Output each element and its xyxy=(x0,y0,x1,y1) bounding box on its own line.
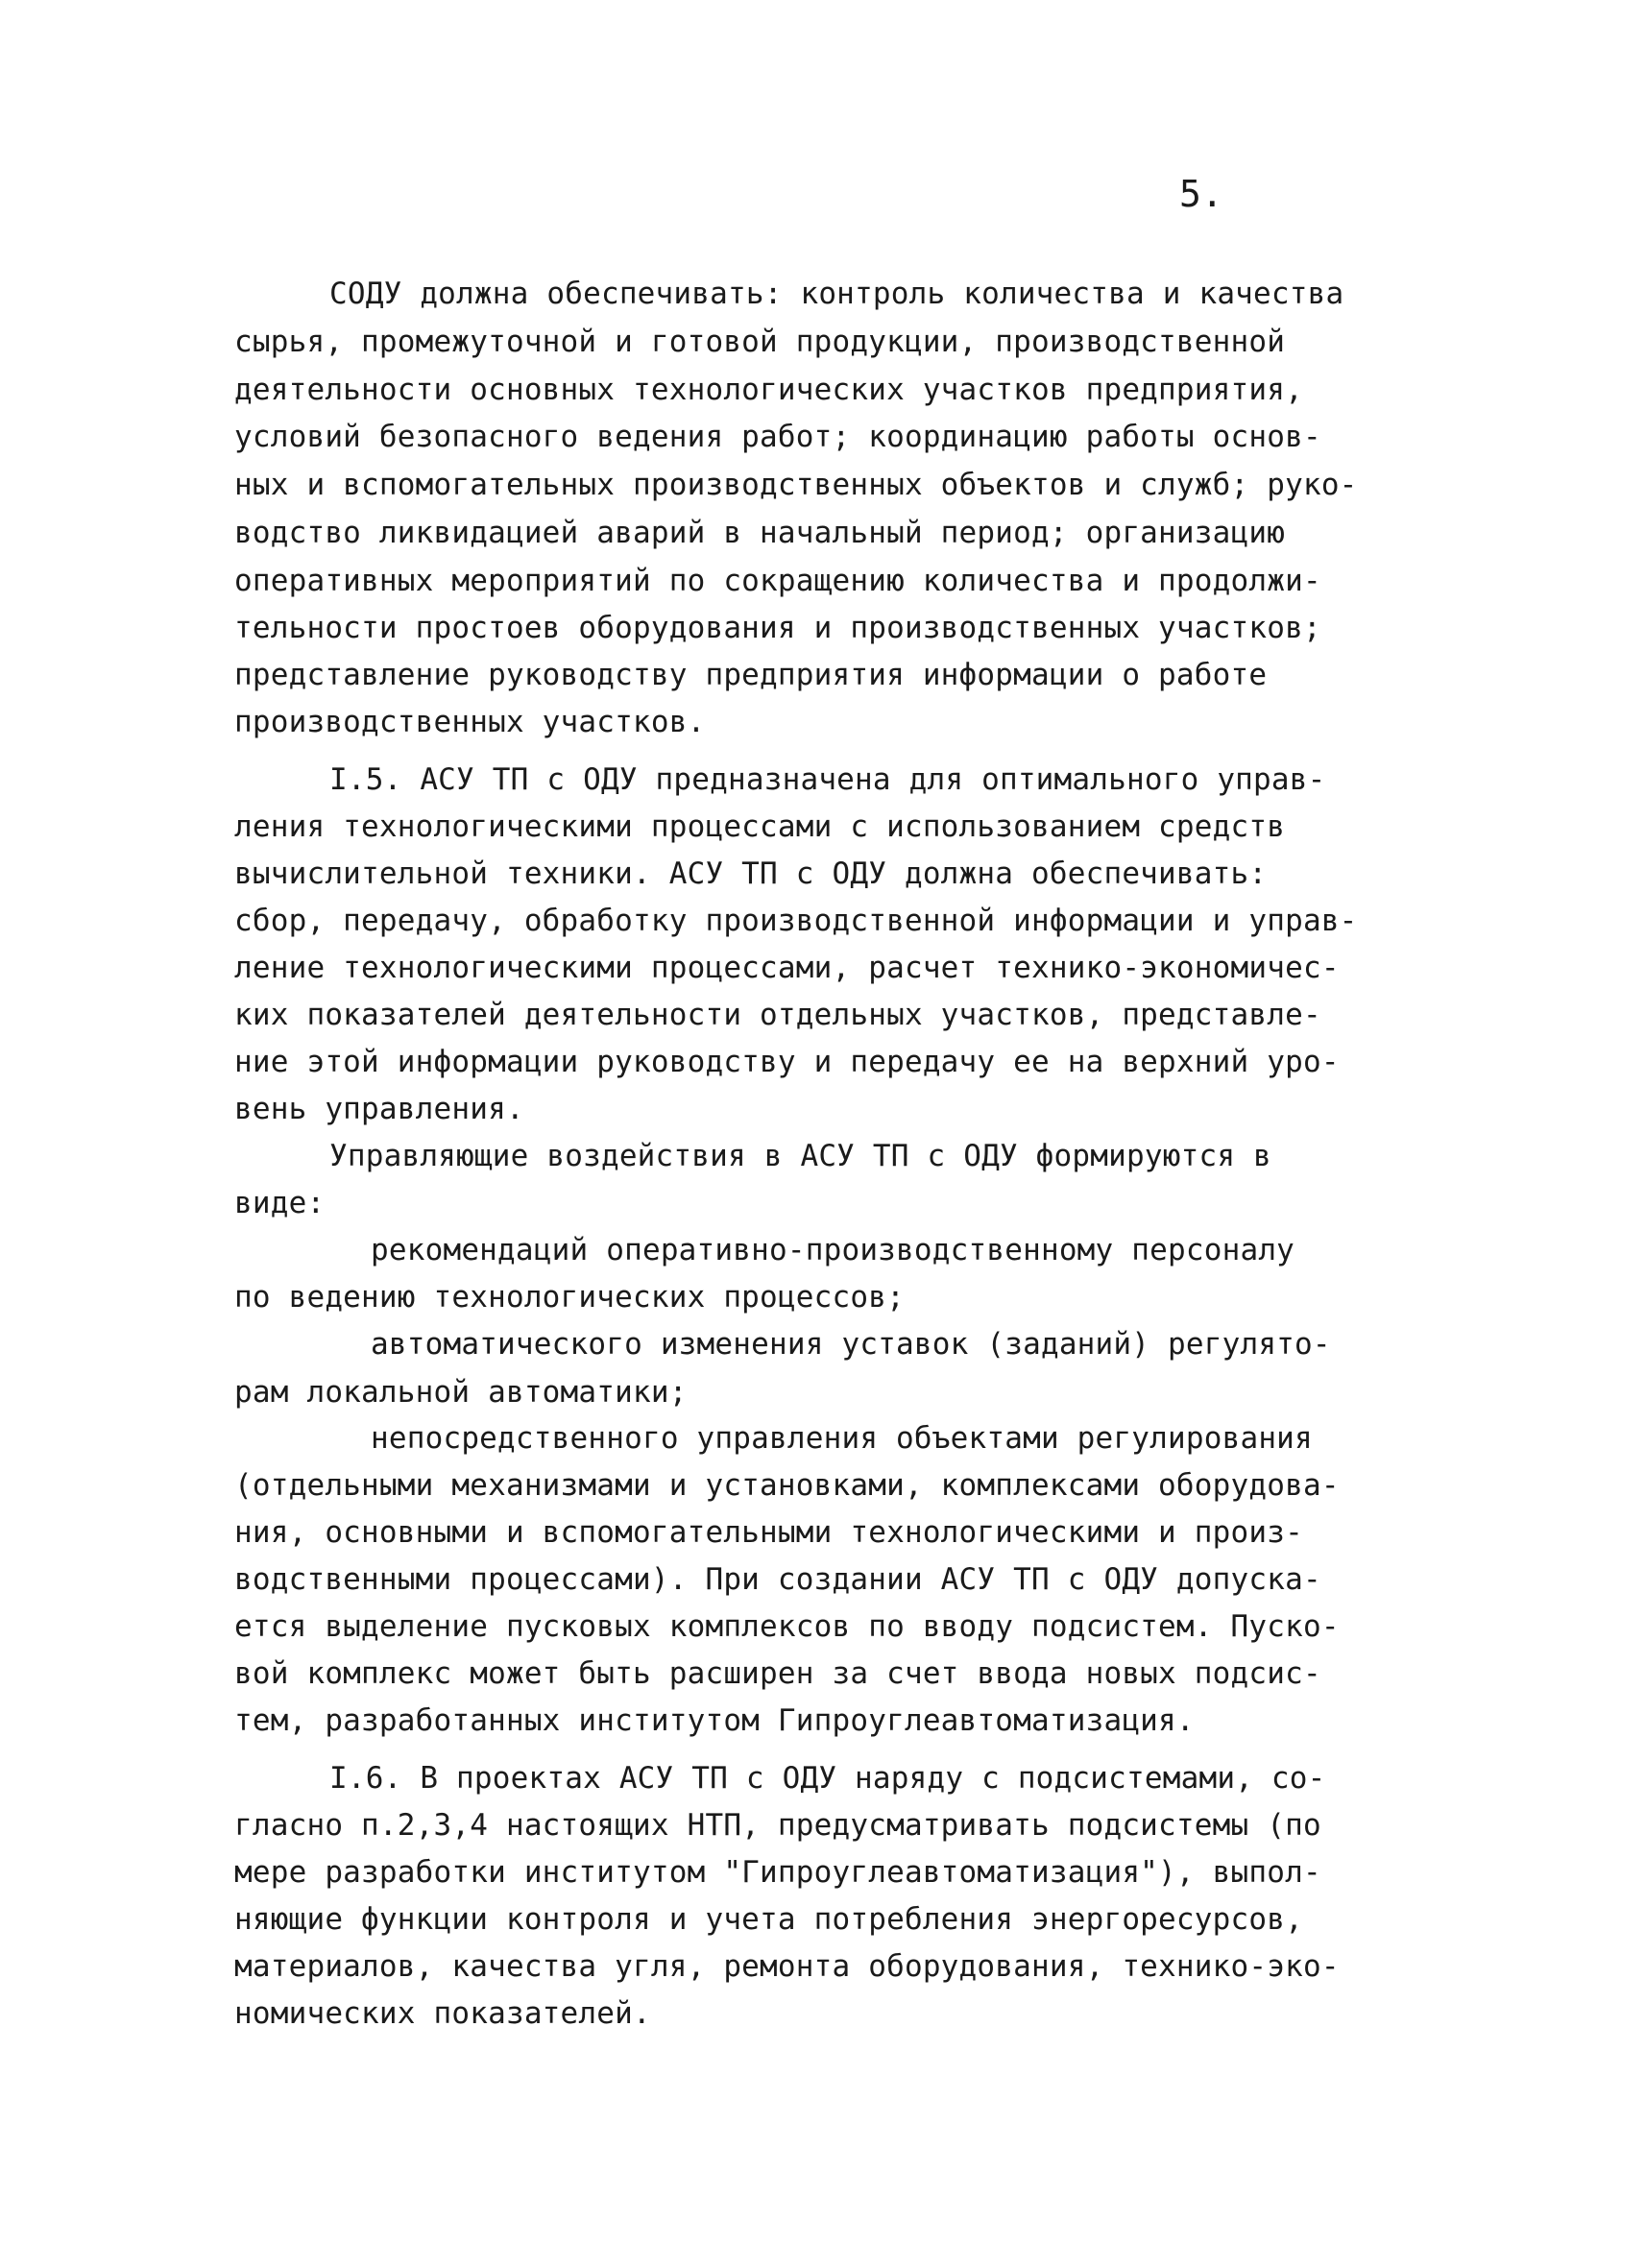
text-line: сбор, передачу, обработку производственной информации и управ- xyxy=(234,904,1358,938)
text-line: автоматического изменения уставок (заданий) регулято- xyxy=(371,1327,1331,1362)
text-line: номических показателей. xyxy=(234,1996,651,2031)
text-line: I.6. В проектах АСУ ТП с ОДУ наряду с подсистемами, со- xyxy=(329,1761,1326,1796)
text-line: рам локальной автоматики; xyxy=(234,1375,688,1410)
text-line: вень управления. xyxy=(234,1092,524,1126)
text-line: ление технологическими процессами, расчет технико-экономичес- xyxy=(234,951,1340,985)
text-line: непосредственного управления объектами регулирования xyxy=(371,1421,1313,1456)
text-line: представление руководству предприятия информации о работе xyxy=(234,658,1268,692)
text-line: производственных участков. xyxy=(234,705,706,739)
text-line: водственными процессами). При создании АСУ ТП с ОДУ допуска- xyxy=(234,1562,1321,1597)
page-number: 5. xyxy=(1179,173,1223,215)
text-line: деятельности основных технологических участков предприятия, xyxy=(234,373,1303,407)
text-line: тем, разработанных институтом Гипроуглеавтоматизация. xyxy=(234,1703,1195,1738)
text-line: СОДУ должна обеспечивать: контроль количества и качества xyxy=(329,277,1344,311)
text-line: вой комплекс может быть расширен за счет ввода новых подсис- xyxy=(234,1656,1321,1691)
text-line: оперативных мероприятий по сокращению количества и продолжи- xyxy=(234,564,1321,598)
text-line: ления технологическими процессами с использованием средств xyxy=(234,809,1286,844)
text-line: няющие функции контроля и учета потребления энергоресурсов, xyxy=(234,1902,1303,1937)
text-line: виде: xyxy=(234,1186,326,1220)
text-line: по ведению технологических процессов; xyxy=(234,1280,905,1315)
text-line: ких показателей деятельности отдельных участков, представле- xyxy=(234,998,1321,1032)
text-line: ние этой информации руководству и передачу ее на верхний уро- xyxy=(234,1045,1340,1079)
text-line: гласно п.2,3,4 настоящих НТП, предусматривать подсистемы (по xyxy=(234,1808,1321,1843)
text-line: ных и вспомогательных производственных объектов и служб; руко- xyxy=(234,468,1358,502)
text-line: тельности простоев оборудования и производственных участков; xyxy=(234,611,1321,645)
text-line: вычислительной техники. АСУ ТП с ОДУ должна обеспечивать: xyxy=(234,857,1268,891)
text-line: сырья, промежуточной и готовой продукции, производственной xyxy=(234,325,1286,359)
text-line: материалов, качества угля, ремонта оборудования, технико-эко- xyxy=(234,1949,1340,1984)
text-line: I.5. АСУ ТП с ОДУ предназначена для оптимального управ- xyxy=(329,762,1326,797)
text-line: мере разработки институтом "Гипроуглеавтоматизация"), выпол- xyxy=(234,1855,1321,1890)
text-line: ния, основными и вспомогательными технологическими и произ- xyxy=(234,1515,1303,1550)
text-line: (отдельными механизмами и установками, комплексами оборудова- xyxy=(234,1468,1340,1503)
text-line: рекомендаций оперативно-производственному персоналу xyxy=(371,1233,1295,1267)
text-line: условий безопасного ведения работ; координацию работы основ- xyxy=(234,420,1321,454)
text-line: ется выделение пусковых комплексов по вводу подсистем. Пуско- xyxy=(234,1609,1340,1644)
text-line: Управляющие воздействия в АСУ ТП с ОДУ формируются в xyxy=(329,1139,1271,1173)
text-line: водство ликвидацией аварий в начальный период; организацию xyxy=(234,516,1286,550)
